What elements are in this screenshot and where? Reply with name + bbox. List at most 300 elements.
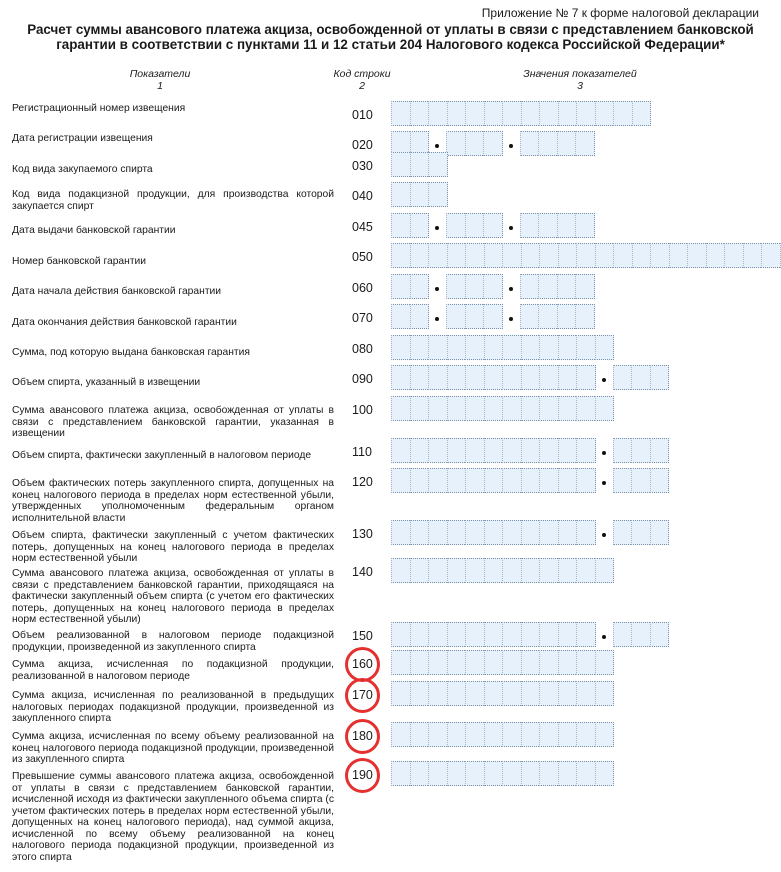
input-cell[interactable] xyxy=(465,213,484,238)
input-cell[interactable] xyxy=(465,722,484,747)
input-cell[interactable] xyxy=(521,243,540,268)
input-cell[interactable] xyxy=(521,681,540,706)
input-cell[interactable] xyxy=(447,468,466,493)
input-cell[interactable] xyxy=(391,396,410,421)
input-cell[interactable] xyxy=(483,274,503,299)
input-cell[interactable] xyxy=(446,274,465,299)
input-cell[interactable] xyxy=(484,681,503,706)
input-cell[interactable] xyxy=(484,558,503,583)
input-cell[interactable] xyxy=(521,101,540,126)
input-cell[interactable] xyxy=(484,722,503,747)
input-cell[interactable] xyxy=(391,438,410,463)
line-code-180: 180 xyxy=(352,729,373,743)
input-cell[interactable] xyxy=(447,681,466,706)
line-code-150: 150 xyxy=(352,629,373,643)
value-field-170[interactable] xyxy=(391,681,614,706)
input-cell[interactable] xyxy=(447,365,466,390)
input-cell[interactable] xyxy=(576,761,595,786)
input-cell[interactable] xyxy=(465,131,484,156)
date-separator xyxy=(435,317,439,321)
input-cell[interactable] xyxy=(446,131,465,156)
input-cell[interactable] xyxy=(632,101,652,126)
input-cell[interactable] xyxy=(391,274,410,299)
input-cell[interactable] xyxy=(483,131,503,156)
input-cell[interactable] xyxy=(465,622,484,647)
input-cell[interactable] xyxy=(631,520,650,545)
input-cell[interactable] xyxy=(613,243,632,268)
input-cell[interactable] xyxy=(613,622,632,647)
input-cell[interactable] xyxy=(521,558,540,583)
input-cell[interactable] xyxy=(650,243,669,268)
line-code-030: 030 xyxy=(352,159,373,173)
value-field-100[interactable] xyxy=(391,396,614,421)
input-cell[interactable] xyxy=(520,304,539,329)
input-cell[interactable] xyxy=(576,243,595,268)
input-cell[interactable] xyxy=(484,622,503,647)
input-cell[interactable] xyxy=(465,365,484,390)
input-cell[interactable] xyxy=(595,243,614,268)
input-cell[interactable] xyxy=(576,101,595,126)
input-cell[interactable] xyxy=(484,365,503,390)
input-cell[interactable] xyxy=(539,622,558,647)
input-cell[interactable] xyxy=(391,722,410,747)
input-cell[interactable] xyxy=(410,396,429,421)
input-cell[interactable] xyxy=(539,681,558,706)
input-cell[interactable] xyxy=(538,304,557,329)
input-cell[interactable] xyxy=(631,365,650,390)
input-cell[interactable] xyxy=(410,274,430,299)
value-field-020-part-3[interactable] xyxy=(520,131,595,156)
input-cell[interactable] xyxy=(391,182,410,207)
input-cell[interactable] xyxy=(724,243,743,268)
value-field-070-part-1[interactable] xyxy=(391,304,429,329)
row-label-010: Регистрационный номер извещения xyxy=(12,103,186,114)
input-cell[interactable] xyxy=(558,761,577,786)
input-cell[interactable] xyxy=(465,304,484,329)
input-cell[interactable] xyxy=(391,213,410,238)
input-cell[interactable] xyxy=(391,650,410,675)
input-cell[interactable] xyxy=(521,438,540,463)
input-cell[interactable] xyxy=(613,365,632,390)
line-code-110: 110 xyxy=(352,445,372,459)
input-cell[interactable] xyxy=(576,468,596,493)
row-label-030: Код вида закупаемого спирта xyxy=(12,164,153,175)
input-cell[interactable] xyxy=(484,761,503,786)
input-cell[interactable] xyxy=(558,558,577,583)
input-cell[interactable] xyxy=(576,520,596,545)
input-cell[interactable] xyxy=(575,274,595,299)
row-label-180: Сумма акциза, исчисленная по всему объему реализованной на конец налогового периода подакцизной продукции, произведенной из закупленного спирта xyxy=(12,731,334,765)
input-cell[interactable] xyxy=(428,558,447,583)
input-cell[interactable] xyxy=(502,468,521,493)
input-cell[interactable] xyxy=(410,304,430,329)
input-cell[interactable] xyxy=(391,152,410,177)
input-cell[interactable] xyxy=(631,468,650,493)
value-field-190[interactable] xyxy=(391,761,614,786)
input-cell[interactable] xyxy=(558,722,577,747)
input-cell[interactable] xyxy=(650,520,670,545)
value-field-020-part-2[interactable] xyxy=(446,131,503,156)
input-cell[interactable] xyxy=(410,681,429,706)
input-cell[interactable] xyxy=(391,761,410,786)
input-cell[interactable] xyxy=(410,468,429,493)
input-cell[interactable] xyxy=(521,468,540,493)
input-cell[interactable] xyxy=(502,243,521,268)
input-cell[interactable] xyxy=(410,365,429,390)
value-field-030[interactable] xyxy=(391,152,448,177)
input-cell[interactable] xyxy=(502,558,521,583)
input-cell[interactable] xyxy=(410,722,429,747)
line-code-040: 040 xyxy=(352,189,373,203)
input-cell[interactable] xyxy=(520,213,539,238)
input-cell[interactable] xyxy=(576,558,595,583)
value-field-110-part-1[interactable] xyxy=(391,438,596,463)
input-cell[interactable] xyxy=(447,335,466,360)
input-cell[interactable] xyxy=(595,335,615,360)
input-cell[interactable] xyxy=(465,761,484,786)
input-cell[interactable] xyxy=(539,101,558,126)
input-cell[interactable] xyxy=(650,468,670,493)
line-code-010: 010 xyxy=(352,108,373,122)
value-field-090-part-1[interactable] xyxy=(391,365,596,390)
input-cell[interactable] xyxy=(484,438,503,463)
input-cell[interactable] xyxy=(557,304,576,329)
input-cell[interactable] xyxy=(391,520,410,545)
value-field-130-part-2[interactable] xyxy=(613,520,670,545)
input-cell[interactable] xyxy=(558,520,577,545)
input-cell[interactable] xyxy=(558,438,577,463)
column-header-line-code: Код строки 2 xyxy=(333,68,391,92)
input-cell[interactable] xyxy=(539,468,558,493)
input-cell[interactable] xyxy=(391,681,410,706)
input-cell[interactable] xyxy=(465,650,484,675)
row-label-040: Код вида подакцизной продукции, для производства которой закупается спирт xyxy=(12,189,334,212)
input-cell[interactable] xyxy=(520,131,539,156)
input-cell[interactable] xyxy=(595,558,615,583)
input-cell[interactable] xyxy=(613,101,632,126)
input-cell[interactable] xyxy=(502,722,521,747)
input-cell[interactable] xyxy=(465,681,484,706)
input-cell[interactable] xyxy=(465,468,484,493)
input-cell[interactable] xyxy=(465,335,484,360)
input-cell[interactable] xyxy=(631,438,650,463)
input-cell[interactable] xyxy=(576,622,596,647)
value-field-070-part-2[interactable] xyxy=(446,304,503,329)
input-cell[interactable] xyxy=(521,365,540,390)
input-cell[interactable] xyxy=(576,722,595,747)
input-cell[interactable] xyxy=(483,213,503,238)
input-cell[interactable] xyxy=(595,681,615,706)
decimal-point xyxy=(602,451,606,455)
input-cell[interactable] xyxy=(539,722,558,747)
input-cell[interactable] xyxy=(502,438,521,463)
input-cell[interactable] xyxy=(484,243,503,268)
input-cell[interactable] xyxy=(558,365,577,390)
value-field-090-part-2[interactable] xyxy=(613,365,670,390)
value-field-140[interactable] xyxy=(391,558,614,583)
input-cell[interactable] xyxy=(576,396,595,421)
line-code-190: 190 xyxy=(352,768,373,782)
input-cell[interactable] xyxy=(521,722,540,747)
input-cell[interactable] xyxy=(410,152,429,177)
input-cell[interactable] xyxy=(521,622,540,647)
input-cell[interactable] xyxy=(539,335,558,360)
value-field-180[interactable] xyxy=(391,722,614,747)
row-label-100: Сумма авансового платежа акциза, освобожденная от уплаты в связи с представлением банковской гарантии, указанная в извещении xyxy=(12,405,334,439)
input-cell[interactable] xyxy=(391,101,410,126)
line-code-140: 140 xyxy=(352,565,373,579)
input-cell[interactable] xyxy=(539,243,558,268)
input-cell[interactable] xyxy=(502,520,521,545)
input-cell[interactable] xyxy=(465,520,484,545)
input-cell[interactable] xyxy=(502,681,521,706)
input-cell[interactable] xyxy=(576,365,596,390)
highlight-circle-160 xyxy=(345,647,380,682)
input-cell[interactable] xyxy=(391,304,410,329)
date-separator xyxy=(509,287,513,291)
value-field-045-part-2[interactable] xyxy=(446,213,503,238)
input-cell[interactable] xyxy=(595,650,615,675)
input-cell[interactable] xyxy=(447,722,466,747)
input-cell[interactable] xyxy=(484,520,503,545)
input-cell[interactable] xyxy=(428,335,447,360)
date-separator xyxy=(435,144,439,148)
line-code-080: 080 xyxy=(352,342,373,356)
date-separator xyxy=(509,226,513,230)
input-cell[interactable] xyxy=(558,681,577,706)
row-label-190: Превышение суммы авансового платежа акциза, освобожденной от уплаты в связи с представлением банковской гарантии, исчисленной исходя из фактически закупленного объема спирта (с учетом фактических потерь в пределах норм естественной убыли, допущенных на конец налогового периода), над суммой акциза, исчисленной по всему объему реализованной на конец налогового периода подакцизной продукции, произведенной из этого спирта xyxy=(12,771,334,863)
input-cell[interactable] xyxy=(558,650,577,675)
input-cell[interactable] xyxy=(576,335,595,360)
input-cell[interactable] xyxy=(669,243,688,268)
input-cell[interactable] xyxy=(538,213,557,238)
input-cell[interactable] xyxy=(632,243,651,268)
input-cell[interactable] xyxy=(447,243,466,268)
input-cell[interactable] xyxy=(428,468,447,493)
input-cell[interactable] xyxy=(538,131,557,156)
row-label-130: Объем спирта, фактически закупленный с учетом фактических потерь, допущенных на конец налогового периода в пределах норм естественной убыли xyxy=(12,530,334,564)
input-cell[interactable] xyxy=(447,101,466,126)
input-cell[interactable] xyxy=(428,182,448,207)
input-cell[interactable] xyxy=(595,761,615,786)
input-cell[interactable] xyxy=(761,243,780,268)
value-field-110-part-2[interactable] xyxy=(613,438,670,463)
input-cell[interactable] xyxy=(595,396,615,421)
input-cell[interactable] xyxy=(521,396,540,421)
date-separator xyxy=(435,287,439,291)
input-cell[interactable] xyxy=(558,622,577,647)
input-cell[interactable] xyxy=(484,335,503,360)
input-cell[interactable] xyxy=(428,722,447,747)
input-cell[interactable] xyxy=(391,243,410,268)
form-title: Расчет суммы авансового платежа акциза, освобожденной от уплаты в связи с представлением банковской гарантии в соответствии с пунктами 11 и 12 статьи 204 Налогового кодекса Российской Федерации* xyxy=(27,22,754,52)
input-cell[interactable] xyxy=(558,243,577,268)
input-cell[interactable] xyxy=(410,622,429,647)
value-field-060-part-2[interactable] xyxy=(446,274,503,299)
input-cell[interactable] xyxy=(410,650,429,675)
date-separator xyxy=(435,226,439,230)
value-field-060-part-1[interactable] xyxy=(391,274,429,299)
value-field-120-part-2[interactable] xyxy=(613,468,670,493)
input-cell[interactable] xyxy=(558,101,577,126)
input-cell[interactable] xyxy=(465,558,484,583)
row-label-050: Номер банковской гарантии xyxy=(12,256,147,267)
line-code-160: 160 xyxy=(352,657,373,671)
value-field-150-part-1[interactable] xyxy=(391,622,596,647)
input-cell[interactable] xyxy=(428,101,447,126)
input-cell[interactable] xyxy=(391,558,410,583)
input-cell[interactable] xyxy=(484,650,503,675)
value-field-070-part-3[interactable] xyxy=(520,304,595,329)
input-cell[interactable] xyxy=(410,182,429,207)
input-cell[interactable] xyxy=(428,650,447,675)
input-cell[interactable] xyxy=(410,335,429,360)
highlight-circle-180 xyxy=(345,719,380,754)
input-cell[interactable] xyxy=(557,213,576,238)
value-field-080[interactable] xyxy=(391,335,614,360)
input-cell[interactable] xyxy=(650,438,670,463)
input-cell[interactable] xyxy=(575,213,595,238)
input-cell[interactable] xyxy=(447,558,466,583)
input-cell[interactable] xyxy=(539,520,558,545)
value-field-160[interactable] xyxy=(391,650,614,675)
input-cell[interactable] xyxy=(410,761,429,786)
input-cell[interactable] xyxy=(650,622,670,647)
column-header-indicators: Показатели 1 xyxy=(129,68,191,92)
input-cell[interactable] xyxy=(687,243,706,268)
input-cell[interactable] xyxy=(391,365,410,390)
input-cell[interactable] xyxy=(538,274,557,299)
input-cell[interactable] xyxy=(557,131,576,156)
input-cell[interactable] xyxy=(483,304,503,329)
value-field-010[interactable] xyxy=(391,101,651,126)
input-cell[interactable] xyxy=(484,468,503,493)
input-cell[interactable] xyxy=(576,650,595,675)
input-cell[interactable] xyxy=(576,681,595,706)
input-cell[interactable] xyxy=(447,650,466,675)
input-cell[interactable] xyxy=(558,468,577,493)
input-cell[interactable] xyxy=(539,558,558,583)
input-cell[interactable] xyxy=(447,520,466,545)
input-cell[interactable] xyxy=(484,101,503,126)
input-cell[interactable] xyxy=(502,365,521,390)
input-cell[interactable] xyxy=(391,335,410,360)
input-cell[interactable] xyxy=(521,650,540,675)
input-cell[interactable] xyxy=(521,335,540,360)
input-cell[interactable] xyxy=(484,396,503,421)
input-cell[interactable] xyxy=(428,520,447,545)
value-field-150-part-2[interactable] xyxy=(613,622,670,647)
row-label-070: Дата окончания действия банковской гарантии xyxy=(12,317,237,328)
input-cell[interactable] xyxy=(428,152,448,177)
input-cell[interactable] xyxy=(447,438,466,463)
input-cell[interactable] xyxy=(521,761,540,786)
input-cell[interactable] xyxy=(410,558,429,583)
input-cell[interactable] xyxy=(447,761,466,786)
value-field-120-part-1[interactable] xyxy=(391,468,596,493)
input-cell[interactable] xyxy=(743,243,762,268)
input-cell[interactable] xyxy=(521,520,540,545)
input-cell[interactable] xyxy=(650,365,670,390)
input-cell[interactable] xyxy=(502,396,521,421)
appendix-note: Приложение № 7 к форме налоговой декларации xyxy=(481,6,759,20)
input-cell[interactable] xyxy=(428,761,447,786)
input-cell[interactable] xyxy=(539,438,558,463)
input-cell[interactable] xyxy=(391,622,410,647)
value-field-045-part-1[interactable] xyxy=(391,213,429,238)
input-cell[interactable] xyxy=(575,304,595,329)
value-field-050[interactable] xyxy=(391,243,781,268)
input-cell[interactable] xyxy=(520,274,539,299)
input-cell[interactable] xyxy=(465,274,484,299)
input-cell[interactable] xyxy=(465,101,484,126)
input-cell[interactable] xyxy=(447,396,466,421)
input-cell[interactable] xyxy=(613,438,632,463)
input-cell[interactable] xyxy=(410,213,430,238)
input-cell[interactable] xyxy=(446,304,465,329)
input-cell[interactable] xyxy=(613,520,632,545)
input-cell[interactable] xyxy=(558,396,577,421)
line-code-100: 100 xyxy=(352,403,373,417)
input-cell[interactable] xyxy=(447,622,466,647)
input-cell[interactable] xyxy=(502,101,521,126)
input-cell[interactable] xyxy=(446,213,465,238)
line-code-020: 020 xyxy=(352,138,373,152)
input-cell[interactable] xyxy=(428,622,447,647)
input-cell[interactable] xyxy=(410,520,429,545)
input-cell[interactable] xyxy=(410,243,429,268)
decimal-point xyxy=(602,481,606,485)
input-cell[interactable] xyxy=(539,365,558,390)
input-cell[interactable] xyxy=(631,622,650,647)
value-field-060-part-3[interactable] xyxy=(520,274,595,299)
input-cell[interactable] xyxy=(502,622,521,647)
input-cell[interactable] xyxy=(428,365,447,390)
input-cell[interactable] xyxy=(502,761,521,786)
input-cell[interactable] xyxy=(706,243,725,268)
row-label-045: Дата выдачи банковской гарантии xyxy=(12,225,176,236)
input-cell[interactable] xyxy=(391,468,410,493)
input-cell[interactable] xyxy=(539,761,558,786)
input-cell[interactable] xyxy=(410,101,429,126)
input-cell[interactable] xyxy=(502,335,521,360)
input-cell[interactable] xyxy=(558,335,577,360)
input-cell[interactable] xyxy=(613,468,632,493)
input-cell[interactable] xyxy=(410,438,429,463)
row-label-150: Объем реализованной в налоговом периоде подакцизной продукции, произведенной из закупленного спирта xyxy=(12,630,334,653)
input-cell[interactable] xyxy=(557,274,576,299)
input-cell[interactable] xyxy=(595,101,614,126)
date-separator xyxy=(509,317,513,321)
input-cell[interactable] xyxy=(428,681,447,706)
input-cell[interactable] xyxy=(465,438,484,463)
value-field-045-part-3[interactable] xyxy=(520,213,595,238)
input-cell[interactable] xyxy=(595,722,615,747)
input-cell[interactable] xyxy=(539,650,558,675)
input-cell[interactable] xyxy=(502,650,521,675)
input-cell[interactable] xyxy=(428,396,447,421)
input-cell[interactable] xyxy=(465,243,484,268)
input-cell[interactable] xyxy=(465,396,484,421)
input-cell[interactable] xyxy=(428,243,447,268)
value-field-130-part-1[interactable] xyxy=(391,520,596,545)
input-cell[interactable] xyxy=(428,438,447,463)
input-cell[interactable] xyxy=(539,396,558,421)
input-cell[interactable] xyxy=(575,131,595,156)
input-cell[interactable] xyxy=(576,438,596,463)
value-field-040[interactable] xyxy=(391,182,448,207)
highlight-circle-170 xyxy=(345,678,380,713)
